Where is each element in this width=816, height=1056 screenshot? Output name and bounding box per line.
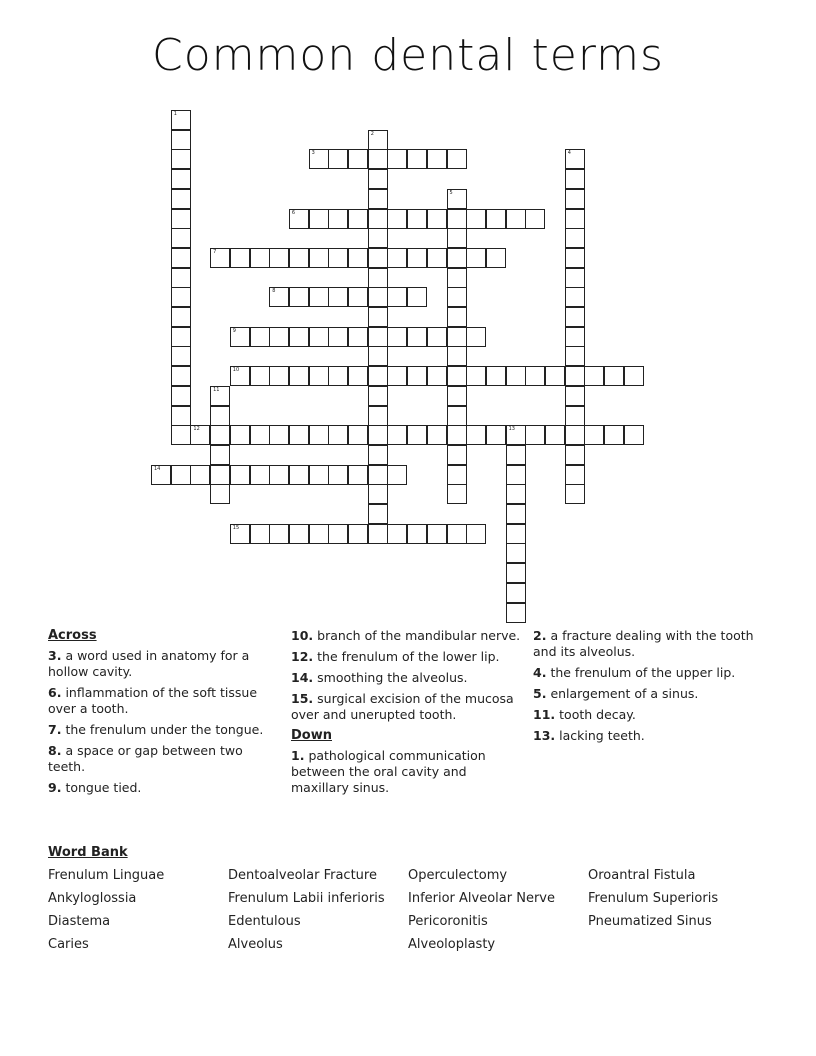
word-bank-item: Alveolus	[228, 937, 283, 952]
clue-number: 1	[173, 111, 177, 117]
crossword-cell[interactable]	[171, 248, 191, 268]
crossword-cell[interactable]	[447, 149, 467, 169]
word-bank-item: Caries	[48, 937, 89, 952]
clue-number: 14	[154, 465, 161, 472]
crossword-cell[interactable]	[447, 209, 467, 229]
crossword-cell[interactable]	[447, 287, 467, 307]
crossword-cell[interactable]	[466, 209, 486, 229]
clue	[291, 748, 523, 796]
word-bank-item: Oroantral Fistula	[588, 868, 696, 883]
crossword-cell[interactable]	[604, 425, 624, 445]
word-bank-item: Pericoronitis	[408, 914, 488, 929]
crossword-cell[interactable]	[210, 465, 230, 485]
clue-number: 4	[567, 150, 571, 157]
word-bank-item: Edentulous	[228, 914, 301, 929]
word-bank-item: Ankyloglossia	[48, 891, 137, 906]
crossword-cell[interactable]	[565, 149, 585, 169]
clue	[533, 628, 755, 660]
crossword-cell[interactable]	[565, 327, 585, 347]
crossword-cell[interactable]	[309, 248, 329, 268]
crossword-cell[interactable]	[250, 425, 270, 445]
crossword-cell[interactable]	[486, 366, 506, 386]
crossword-cell[interactable]	[565, 169, 585, 189]
crossword-cell[interactable]	[250, 248, 270, 268]
clue-text: surgical excision of the mucosa over and unerupted tooth.	[291, 691, 514, 722]
crossword-cell[interactable]	[565, 406, 585, 426]
crossword-cell[interactable]	[387, 209, 407, 229]
crossword-cell[interactable]	[171, 209, 191, 229]
crossword-cell[interactable]	[486, 425, 506, 445]
crossword-cell[interactable]	[328, 209, 348, 229]
crossword-cell[interactable]	[466, 366, 486, 386]
clue-text: a fracture dealing with the tooth and its alveolus.	[533, 628, 754, 659]
crossword-cell[interactable]	[171, 327, 191, 347]
crossword-cell[interactable]	[447, 248, 467, 268]
crossword-cell[interactable]	[427, 366, 447, 386]
clue-number: 11.	[533, 707, 556, 722]
clue-text: tongue tied.	[65, 780, 142, 795]
crossword-cell[interactable]	[230, 465, 250, 485]
crossword-cell[interactable]	[171, 406, 191, 426]
crossword-cell[interactable]	[368, 346, 388, 366]
crossword-cell[interactable]	[447, 406, 467, 426]
clue-number: 12.	[291, 649, 314, 664]
crossword-cell[interactable]	[387, 327, 407, 347]
crossword-cell[interactable]	[230, 248, 250, 268]
crossword-cell[interactable]	[466, 327, 486, 347]
crossword-cell[interactable]	[289, 366, 309, 386]
crossword-cell[interactable]	[447, 189, 467, 209]
word-bank-row	[48, 914, 768, 937]
crossword-cell[interactable]	[368, 445, 388, 465]
crossword-cell[interactable]	[565, 189, 585, 209]
clues-column-3	[533, 628, 755, 749]
clue-number: 10	[232, 367, 240, 374]
clue-text: smoothing the alveolus.	[317, 670, 468, 685]
crossword-cell[interactable]	[171, 169, 191, 189]
crossword-cell[interactable]	[368, 465, 388, 485]
crossword-cell[interactable]	[447, 484, 467, 504]
clue-number: 6	[291, 209, 296, 216]
clue	[48, 685, 270, 717]
crossword-cell[interactable]	[447, 366, 467, 386]
clue-number: 8	[272, 288, 276, 295]
down-heading: Down	[291, 728, 332, 743]
word-bank-heading: Word Bank	[48, 845, 128, 860]
clue-number: 11	[213, 386, 220, 393]
clue-number: 5.	[533, 686, 547, 701]
clue-number: 3.	[48, 648, 62, 663]
crossword-cell[interactable]	[328, 287, 348, 307]
crossword-cell[interactable]	[565, 445, 585, 465]
clue-number: 9.	[48, 780, 62, 795]
crossword-cell[interactable]	[171, 425, 191, 445]
crossword-cell[interactable]	[427, 209, 447, 229]
crossword-cell[interactable]	[210, 406, 230, 426]
clue-number: 4.	[533, 665, 547, 680]
crossword-cell[interactable]	[565, 346, 585, 366]
crossword-cell[interactable]	[427, 425, 447, 445]
crossword-cell[interactable]	[210, 425, 230, 445]
crossword-cell[interactable]	[269, 465, 289, 485]
crossword-cell[interactable]	[565, 425, 585, 445]
clue-number: 3	[311, 150, 315, 157]
crossword-cell[interactable]	[171, 228, 191, 248]
crossword-cell[interactable]	[171, 307, 191, 327]
crossword-cell[interactable]	[506, 366, 526, 386]
crossword-cell[interactable]	[250, 366, 270, 386]
crossword-cell[interactable]	[368, 307, 388, 327]
crossword-cell[interactable]	[565, 268, 585, 288]
crossword-cell[interactable]	[466, 248, 486, 268]
crossword-cell[interactable]	[565, 248, 585, 268]
crossword-cell[interactable]	[407, 149, 427, 169]
clue-number: 2	[370, 130, 374, 137]
clue-number: 13.	[533, 728, 556, 743]
clue-number: 13	[508, 426, 515, 433]
crossword-cell[interactable]	[584, 366, 604, 386]
crossword-cell[interactable]	[210, 248, 230, 268]
crossword-cell[interactable]	[289, 287, 309, 307]
crossword-cell[interactable]	[269, 287, 289, 307]
crossword-cell[interactable]	[309, 465, 329, 485]
crossword-cell[interactable]	[328, 248, 348, 268]
crossword-cell[interactable]	[171, 366, 191, 386]
word-bank-item: Operculectomy	[408, 868, 508, 883]
crossword-cell[interactable]	[348, 248, 368, 268]
crossword-cell[interactable]	[368, 169, 388, 189]
across-heading: Across	[48, 628, 97, 643]
crossword-cell[interactable]	[309, 425, 329, 445]
clue-number: 7	[213, 248, 217, 255]
crossword-cell[interactable]	[368, 248, 388, 268]
clues-column-2	[291, 628, 523, 801]
crossword-cell[interactable]	[486, 248, 506, 268]
clue	[533, 707, 755, 723]
crossword-cell[interactable]	[506, 524, 526, 544]
clues-column-1	[48, 628, 270, 801]
crossword-cell[interactable]	[387, 425, 407, 445]
crossword-cell[interactable]	[368, 149, 388, 169]
word-bank-item: Frenulum Labii inferioris	[228, 891, 385, 906]
clue	[291, 649, 523, 665]
crossword-cell[interactable]	[309, 366, 329, 386]
crossword-cell[interactable]	[506, 603, 526, 623]
word-bank-row	[48, 868, 768, 891]
crossword-cell[interactable]	[387, 524, 407, 544]
clue-number: 1.	[291, 748, 305, 763]
word-bank-item: Dentoalveolar Fracture	[228, 868, 377, 883]
crossword-cell[interactable]	[348, 465, 368, 485]
crossword-cell[interactable]	[545, 425, 565, 445]
crossword-cell[interactable]	[525, 209, 545, 229]
clue	[533, 728, 755, 744]
crossword-cell[interactable]	[506, 484, 526, 504]
clue-number: 12	[193, 426, 200, 433]
crossword-cell[interactable]	[447, 327, 467, 347]
clue	[291, 628, 523, 644]
crossword-cell[interactable]	[309, 287, 329, 307]
crossword-cell[interactable]	[565, 484, 585, 504]
crossword-cell[interactable]	[407, 209, 427, 229]
clue	[533, 686, 755, 702]
crossword-cell[interactable]	[506, 465, 526, 485]
crossword-cell[interactable]	[309, 149, 329, 169]
crossword-cell[interactable]	[289, 248, 309, 268]
crossword-cell[interactable]	[407, 366, 427, 386]
crossword-cell[interactable]	[466, 425, 486, 445]
crossword-cell[interactable]	[506, 504, 526, 524]
clue	[533, 665, 755, 681]
crossword-cell[interactable]	[368, 425, 388, 445]
crossword-cell[interactable]	[289, 209, 309, 229]
crossword-cell[interactable]	[328, 149, 348, 169]
crossword-cell[interactable]	[250, 465, 270, 485]
clue	[48, 722, 270, 738]
clue-number: 8.	[48, 743, 62, 758]
clue-text: the frenulum under the tongue.	[65, 722, 264, 737]
clue-text: the frenulum of the lower lip.	[317, 649, 500, 664]
crossword-cell[interactable]	[309, 524, 329, 544]
crossword-cell[interactable]	[289, 425, 309, 445]
clue-number: 14.	[291, 670, 314, 685]
crossword-cell[interactable]	[427, 524, 447, 544]
crossword-cell[interactable]	[427, 149, 447, 169]
clue-text: a word used in anatomy for a hollow cavity.	[48, 648, 250, 679]
crossword-cell[interactable]	[506, 563, 526, 583]
crossword-cell[interactable]	[348, 425, 368, 445]
crossword-cell[interactable]	[328, 425, 348, 445]
crossword-cell[interactable]	[368, 327, 388, 347]
crossword-cell[interactable]	[210, 445, 230, 465]
clue-text: inflammation of the soft tissue over a tooth.	[48, 685, 258, 716]
crossword-cell[interactable]	[210, 484, 230, 504]
clue-text: branch of the mandibular nerve.	[317, 628, 521, 643]
crossword-cell[interactable]	[447, 346, 467, 366]
crossword-cell[interactable]	[368, 366, 388, 386]
crossword-cell[interactable]	[289, 465, 309, 485]
crossword-cell[interactable]	[250, 327, 270, 347]
page-title: Common dental terms	[152, 30, 664, 81]
crossword-cell[interactable]	[506, 543, 526, 563]
word-bank-item: Alveoloplasty	[408, 937, 496, 952]
crossword-cell[interactable]	[190, 425, 210, 445]
crossword-cell[interactable]	[565, 287, 585, 307]
crossword-cell[interactable]	[447, 386, 467, 406]
crossword-cell[interactable]	[269, 524, 289, 544]
crossword-cell[interactable]	[447, 268, 467, 288]
clue	[48, 780, 270, 796]
crossword-cell[interactable]	[506, 583, 526, 603]
crossword-cell[interactable]	[368, 130, 388, 150]
crossword-cell[interactable]	[565, 209, 585, 229]
crossword-cell[interactable]	[604, 366, 624, 386]
word-bank-item: Diastema	[48, 914, 111, 929]
clue-text: the frenulum of the upper lip.	[550, 665, 736, 680]
word-bank-item: Inferior Alveolar Nerve	[408, 891, 555, 906]
clue-number: 6.	[48, 685, 62, 700]
clue	[291, 691, 523, 723]
crossword-cell[interactable]	[210, 386, 230, 406]
crossword-cell[interactable]	[387, 465, 407, 485]
clue-number: 7.	[48, 722, 62, 737]
word-bank-row	[48, 891, 768, 914]
crossword-cell[interactable]	[407, 425, 427, 445]
crossword-cell[interactable]	[584, 425, 604, 445]
crossword-cell[interactable]	[407, 524, 427, 544]
crossword-cell[interactable]	[269, 366, 289, 386]
crossword-cell[interactable]	[387, 287, 407, 307]
crossword-cell[interactable]	[230, 366, 250, 386]
crossword-cell[interactable]	[545, 366, 565, 386]
word-bank-item: Frenulum Linguae	[48, 868, 165, 883]
crossword-cell[interactable]	[466, 524, 486, 544]
clue-number: 15	[232, 524, 240, 531]
crossword-cell[interactable]	[328, 524, 348, 544]
crossword-cell[interactable]	[368, 268, 388, 288]
crossword-cell[interactable]	[447, 524, 467, 544]
crossword-cell[interactable]	[447, 228, 467, 248]
crossword-cell[interactable]	[407, 248, 427, 268]
crossword-cell[interactable]	[387, 149, 407, 169]
crossword-cell[interactable]	[506, 445, 526, 465]
crossword-cell[interactable]	[230, 327, 250, 347]
crossword-cell[interactable]	[486, 209, 506, 229]
crossword-cell[interactable]	[171, 149, 191, 169]
crossword-cell[interactable]	[368, 189, 388, 209]
clue-text: enlargement of a sinus.	[550, 686, 699, 701]
clue-number: 15.	[291, 691, 314, 706]
crossword-cell[interactable]	[624, 366, 644, 386]
crossword-cell[interactable]	[447, 465, 467, 485]
crossword-cell[interactable]	[230, 425, 250, 445]
clue-text: tooth decay.	[559, 707, 636, 722]
crossword-cell[interactable]	[525, 366, 545, 386]
crossword-cell[interactable]	[309, 327, 329, 347]
clue	[48, 743, 270, 775]
crossword-cell[interactable]	[368, 209, 388, 229]
crossword-cell[interactable]	[171, 110, 191, 130]
crossword-cell[interactable]	[368, 386, 388, 406]
crossword-cell[interactable]	[368, 287, 388, 307]
clue-number: 5	[449, 189, 453, 196]
clue-number: 9	[232, 327, 236, 334]
crossword-cell[interactable]	[289, 524, 309, 544]
crossword-cell[interactable]	[269, 327, 289, 347]
crossword-cell[interactable]	[348, 366, 368, 386]
crossword-cell[interactable]	[171, 287, 191, 307]
crossword-cell[interactable]	[525, 425, 545, 445]
crossword-cell[interactable]	[309, 209, 329, 229]
crossword-cell[interactable]	[348, 149, 368, 169]
crossword-cell[interactable]	[328, 366, 348, 386]
word-bank-item: Pneumatized Sinus	[588, 914, 712, 929]
clue-number: 2.	[533, 628, 547, 643]
crossword-cell[interactable]	[348, 209, 368, 229]
crossword-cell[interactable]	[348, 524, 368, 544]
crossword-cell[interactable]	[171, 386, 191, 406]
clue	[48, 648, 270, 680]
crossword-cell[interactable]	[565, 366, 585, 386]
crossword-cell[interactable]	[506, 425, 526, 445]
crossword-cell[interactable]	[447, 307, 467, 327]
crossword-cell[interactable]	[289, 327, 309, 347]
clue-text: pathological communication between the oral cavity and maxillary sinus.	[291, 748, 486, 795]
crossword-cell[interactable]	[624, 425, 644, 445]
crossword-cell[interactable]	[171, 346, 191, 366]
crossword-cell[interactable]	[387, 248, 407, 268]
crossword-cell[interactable]	[407, 327, 427, 347]
crossword-cell[interactable]	[407, 287, 427, 307]
crossword-cell[interactable]	[250, 524, 270, 544]
crossword-cell[interactable]	[171, 268, 191, 288]
crossword-cell[interactable]	[151, 465, 171, 485]
crossword-cell[interactable]	[190, 465, 210, 485]
crossword-cell[interactable]	[368, 406, 388, 426]
crossword-cell[interactable]	[348, 287, 368, 307]
crossword-cell[interactable]	[171, 130, 191, 150]
word-bank-row	[48, 937, 768, 960]
crossword-cell[interactable]	[230, 524, 250, 544]
crossword-cell[interactable]	[427, 248, 447, 268]
clue-number: 10.	[291, 628, 314, 643]
word-bank-item: Frenulum Superioris	[588, 891, 719, 906]
crossword-cell[interactable]	[171, 465, 191, 485]
crossword-cell[interactable]	[447, 425, 467, 445]
crossword-cell[interactable]	[368, 524, 388, 544]
crossword-cell[interactable]	[328, 327, 348, 347]
crossword-cell[interactable]	[565, 228, 585, 248]
clue-text: a space or gap between two teeth.	[48, 743, 243, 774]
clue	[291, 670, 523, 686]
crossword-cell[interactable]	[565, 386, 585, 406]
crossword-cell[interactable]	[565, 307, 585, 327]
crossword-cell[interactable]	[348, 327, 368, 347]
crossword-cell[interactable]	[447, 445, 467, 465]
crossword-cell[interactable]	[565, 465, 585, 485]
crossword-cell[interactable]	[368, 484, 388, 504]
crossword-cell[interactable]	[506, 209, 526, 229]
word-bank	[48, 868, 768, 960]
clue-text: lacking teeth.	[559, 728, 645, 743]
crossword-cell[interactable]	[368, 228, 388, 248]
crossword-cell[interactable]	[368, 504, 388, 524]
crossword-cell[interactable]	[269, 248, 289, 268]
crossword-cell[interactable]	[387, 366, 407, 386]
crossword-cell[interactable]	[427, 327, 447, 347]
crossword-cell[interactable]	[328, 465, 348, 485]
crossword-cell[interactable]	[171, 189, 191, 209]
crossword-cell[interactable]	[269, 425, 289, 445]
